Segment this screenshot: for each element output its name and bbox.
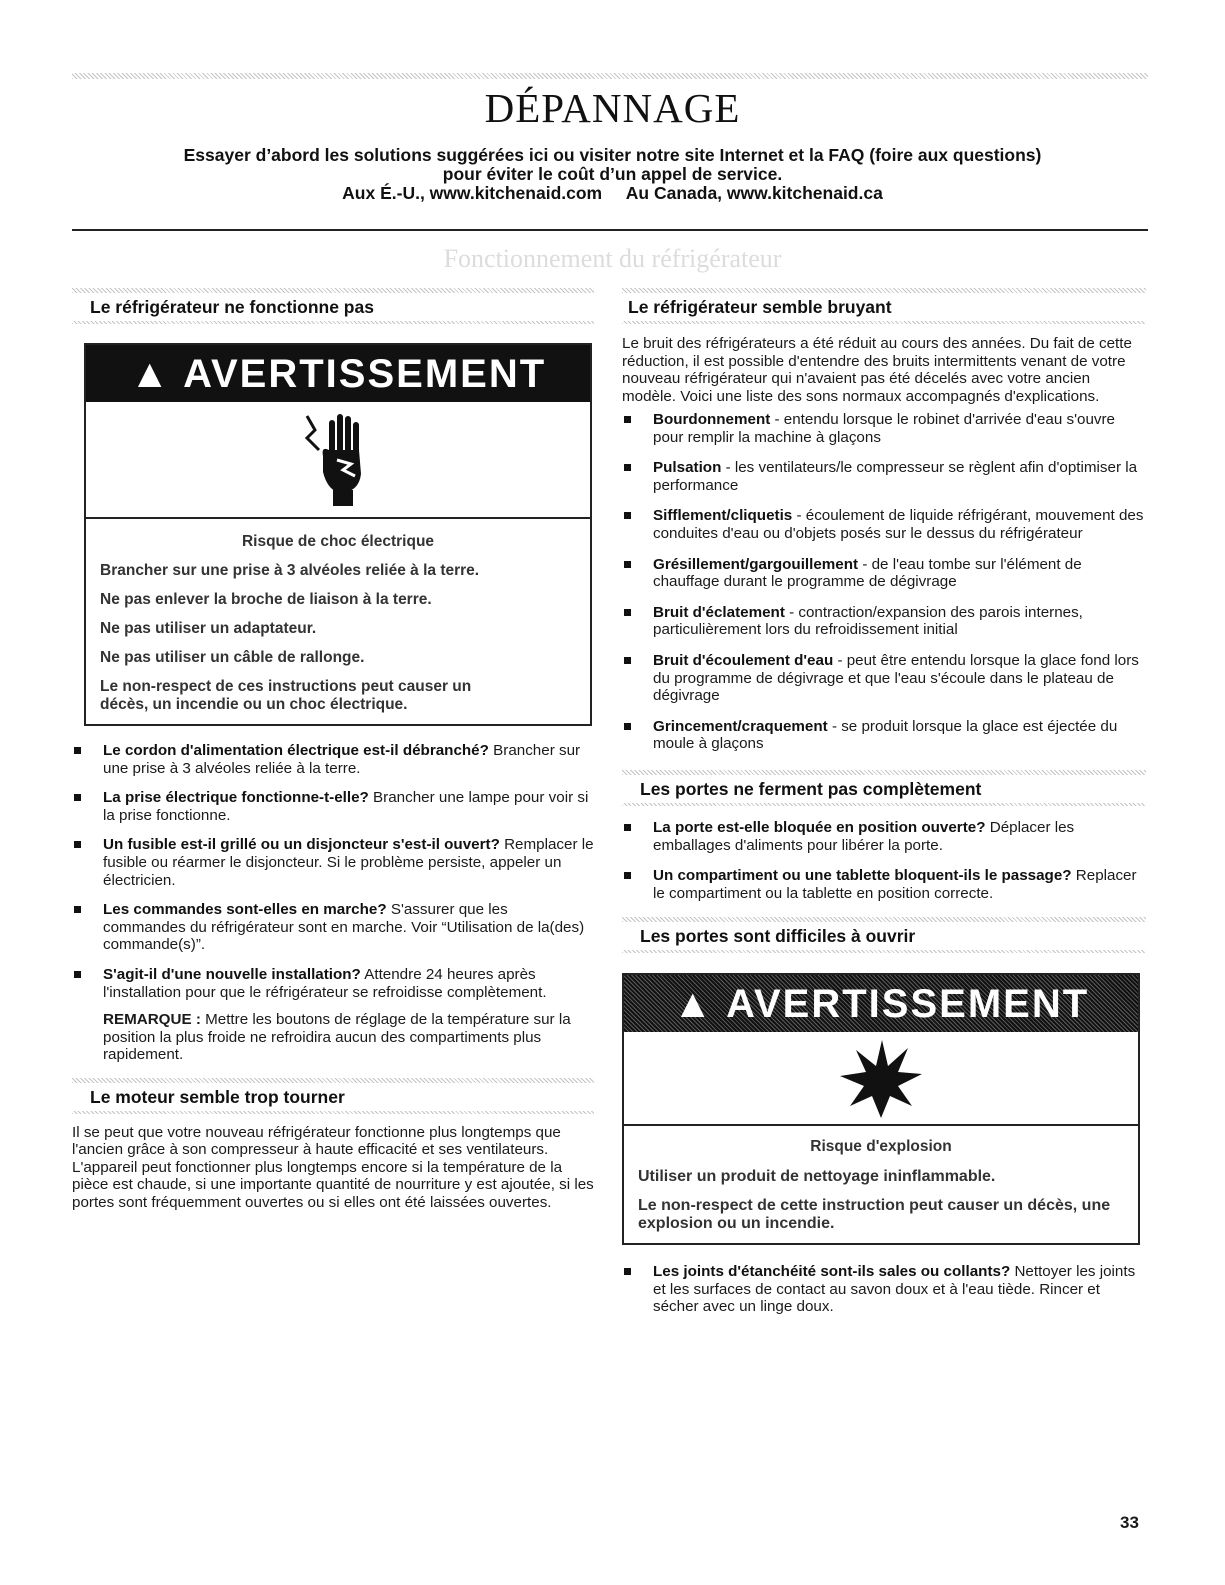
list-item: Bruit d'éclatement - contraction/expansion des parois internes, particulièrement lors du refroidissement initial (622, 604, 1146, 639)
warning-heading: AVERTISSEMENT (726, 982, 1090, 1027)
list-item: Un compartiment ou une tablette bloquent-ils le passage? Replacer le compartiment ou la tablette en position correcte. (622, 867, 1146, 902)
warning-line: Ne pas utiliser un adaptateur. (100, 620, 317, 637)
intro-line-1: Essayer d’abord les solutions suggérées ici ou visiter notre site Internet et la FAQ (foire aux questions) (183, 145, 1042, 165)
subsection-header (622, 917, 1146, 953)
page-title: DÉPANNAGE (484, 85, 741, 131)
list-item: S'agit-il d'une nouvelle installation? Attendre 24 heures après l'installation pour que le réfrigérateur se refroidisse complètement. (72, 966, 594, 1001)
list-item: Les joints d'étanchéité sont-ils sales ou collants? Nettoyer les joints et les surfaces de contact au savon doux et à l'eau tiède. Rincer et sécher avec un linge doux. (622, 1263, 1146, 1316)
warning-risk: Risque de choc électrique (241, 533, 435, 550)
list-item: Bruit d'écoulement d'eau - peut être entendu lorsque la glace fond lors du programme de dégivrage et que l'eau s'écoule dans le plateau de dégivrage (622, 652, 1146, 705)
warning-heading: AVERTISSEMENT (183, 352, 547, 396)
subsection-title: Le réfrigérateur semble bruyant (628, 297, 892, 317)
warning-line: Le non-respect de ces instructions peut causer un décès, un incendie ou un choc électrique. (100, 678, 472, 713)
troubleshoot-list (72, 742, 594, 1001)
warning-header (86, 345, 590, 402)
section-title: Fonctionnement du réfrigérateur (443, 244, 782, 273)
subsection-title: Les portes sont difficiles à ouvrir (640, 926, 916, 947)
warning-line: Ne pas enlever la broche de liaison à la terre. (100, 591, 432, 608)
subsection-header (622, 770, 1146, 806)
warning-line: Ne pas utiliser un câble de rallonge. (100, 649, 365, 666)
warning-line: Brancher sur une prise à 3 alvéoles reliée à la terre. (100, 562, 480, 579)
page-number: 33 (1120, 1513, 1139, 1532)
list-item: Sifflement/cliquetis - écoulement de liquide réfrigérant, mouvement des conduites d'eau ou d'objets posés sur le dessus du réfrigérateur (622, 507, 1146, 542)
electric-shock-icon (301, 410, 371, 510)
warning-text (86, 519, 590, 724)
list-item: La prise électrique fonctionne-t-elle? Brancher une lampe pour voir si la prise fonctionne. (72, 789, 594, 824)
subsection-header (622, 288, 1146, 324)
top-rule (72, 73, 1148, 79)
list-item: Pulsation - les ventilateurs/le compresseur se règlent afin d'optimiser la performance (622, 459, 1146, 494)
right-column (622, 288, 1146, 1316)
list-item: Le cordon d'alimentation électrique est-il débranché? Brancher sur une prise à 3 alvéoles reliée à la terre. (72, 742, 594, 777)
intro-line-2: pour éviter le coût d’un appel de service. (442, 164, 783, 184)
list-item: La porte est-elle bloquée en position ouverte? Déplacer les emballages d'aliments pour libérer la porte. (622, 819, 1146, 854)
warning-triangle-icon: ▲ (129, 352, 172, 396)
warning-line: Utiliser un produit de nettoyage ininflammable. (638, 1168, 996, 1186)
warning-icon-area (86, 402, 590, 519)
warning-text (624, 1126, 1138, 1243)
explosion-icon (836, 1036, 926, 1120)
seal-list (622, 1263, 1146, 1316)
intro-line-3: Aux É.-U., www.kitchenaid.com Au Canada, www.kitchenaid.ca (342, 183, 883, 203)
subsection-title: Les portes ne ferment pas complètement (640, 778, 982, 799)
left-column (72, 288, 594, 1211)
list-item: Bourdonnement - entendu lorsque le robinet d'arrivée d'eau s'ouvre pour remplir la machine à glaçons (622, 411, 1146, 446)
intro-text (100, 146, 1125, 203)
subsection-title: Le moteur semble trop tourner (90, 1086, 345, 1107)
list-item: Les commandes sont-elles en marche? S'assurer que les commandes du réfrigérateur sont en marche. Voir “Utilisation de la(des) commande(s)”. (72, 901, 594, 954)
subsection-title: Le réfrigérateur ne fonctionne pas (90, 297, 374, 317)
paragraph: Le bruit des réfrigérateurs a été réduit au cours des années. Du fait de cette réduction, il est possible d'entendre des bruits intermittents venant de votre nouveau réfrigérateur qui n'avaient pas été décelés avec votre ancien modèle. Voici une liste des sons normaux accompagnés d'explications. (622, 335, 1132, 405)
subsection-header (72, 288, 594, 324)
warning-header (624, 975, 1138, 1032)
warning-line: Le non-respect de cette instruction peut causer un décès, une explosion ou un incendie. (638, 1197, 1111, 1233)
shock-warning-box (84, 343, 592, 726)
list-item: Grincement/craquement - se produit lorsque la glace est éjectée du moule à glaçons (622, 718, 1146, 753)
warning-risk: Risque d'explosion (810, 1138, 952, 1156)
remark: REMARQUE : Mettre les boutons de réglage de la température sur la position la plus froide ne refroidira aucun des compartiments plus rapidement. (103, 1011, 571, 1064)
noise-list (622, 411, 1146, 753)
subsection-header (72, 1078, 594, 1114)
paragraph: Il se peut que votre nouveau réfrigérateur fonctionne plus longtemps que l'ancien grâce à son compresseur à haute efficacité et ses ventilateurs. L'appareil peut fonctionner plus longtemps encore si la température de la pièce est chaude, si une importante quantité de nourriture y est ajoutée, si les portes sont fréquemment ouvertes ou si elles ont été laissées ouvertes. (72, 1123, 594, 1211)
list-item: Grésillement/gargouillement - de l'eau tombe sur l'élément de chauffage durant le programme de dégivrage (622, 556, 1146, 591)
warning-icon-area (624, 1032, 1138, 1126)
explosion-warning-box (622, 973, 1140, 1245)
warning-triangle-icon: ▲ (672, 982, 715, 1027)
list-item: Un fusible est-il grillé ou un disjoncteur s'est-il ouvert? Remplacer le fusible ou réarmer le disjoncteur. Si le problème persiste, appeler un électricien. (72, 836, 594, 889)
section-rule (72, 229, 1148, 231)
door-list (622, 819, 1146, 902)
